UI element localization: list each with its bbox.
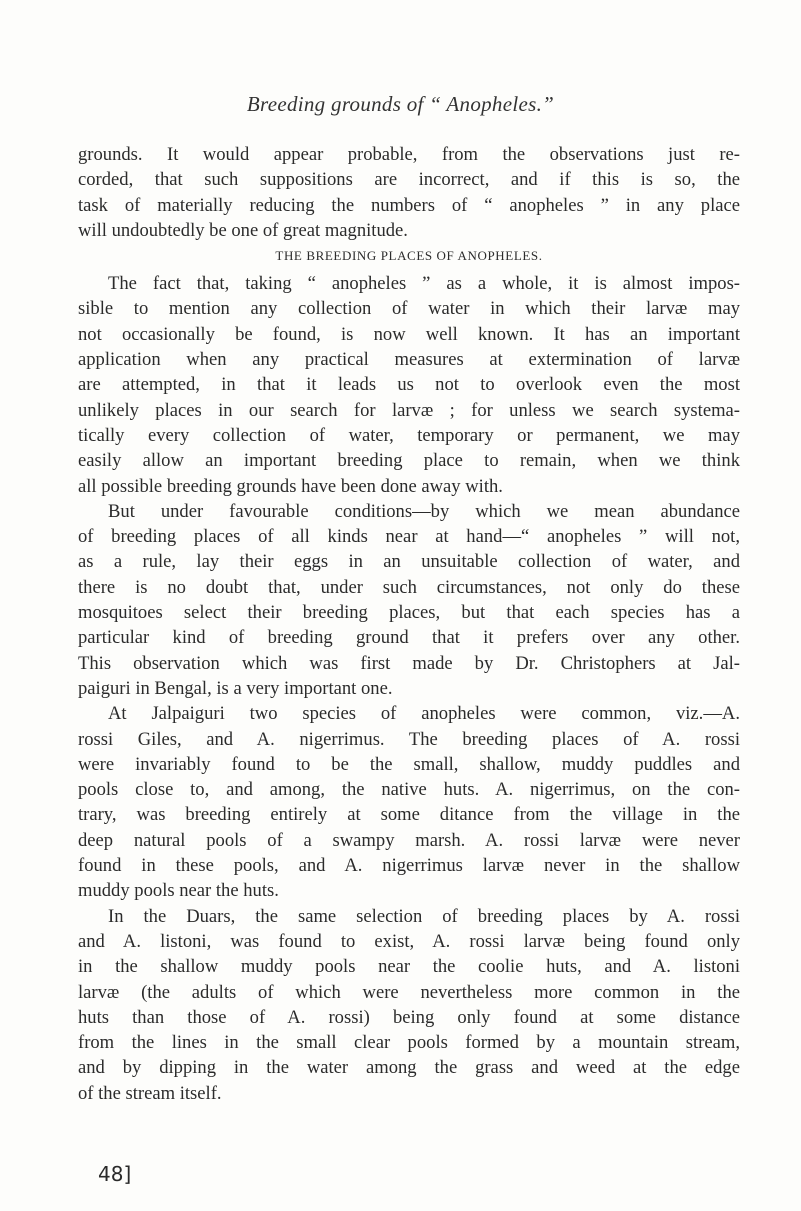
text-line: rossi Giles, and A. nigerrimus. The breeding places of A. rossi xyxy=(78,728,740,750)
text-line: larvæ (the adults of which were nevertheless more common in the xyxy=(78,981,740,1003)
text-line: huts than those of A. rossi) being only found at some distance xyxy=(78,1006,740,1028)
text-line: particular kind of breeding ground that it prefers over any other. xyxy=(78,627,740,649)
text-line: paiguri in Bengal, is a very important one. xyxy=(78,677,393,699)
text-line: trary, was breeding entirely at some ditance from the village in the xyxy=(78,804,740,826)
text-line: and by dipping in the water among the grass and weed at the edge xyxy=(78,1057,740,1079)
text-line: unlikely places in our search for larvæ ; for unless we search systema- xyxy=(78,399,740,421)
text-line: will undoubtedly be one of great magnitude. xyxy=(78,219,408,241)
text-line: and A. listoni, was found to exist, A. rossi larvæ being found only xyxy=(78,930,740,952)
text-line: are attempted, in that it leads us not to overlook even the most xyxy=(78,374,740,396)
text-line: from the lines in the small clear pools formed by a mountain stream, xyxy=(78,1032,740,1054)
body-text xyxy=(78,142,740,1106)
text-line: all possible breeding grounds have been done away with. xyxy=(78,475,503,497)
text-line: were invariably found to be the small, shallow, muddy puddles and xyxy=(78,753,740,775)
page-number: 48] xyxy=(98,1162,132,1186)
text-line: But under favourable conditions—by which we mean abundance xyxy=(108,500,740,522)
text-line: of breeding places of all kinds near at hand—“ anopheles ” will not, xyxy=(78,526,740,548)
text-line: application when any practical measures at extermination of larvæ xyxy=(78,349,740,371)
text-line: muddy pools near the huts. xyxy=(78,880,279,902)
text-line: This observation which was first made by Dr. Christophers at Jal- xyxy=(78,652,740,674)
text-line: tically every collection of water, temporary or permanent, we may xyxy=(78,424,740,446)
text-line: At Jalpaiguri two species of anopheles were common, viz.—A. xyxy=(108,703,740,725)
text-line: grounds. It would appear probable, from the observations just re- xyxy=(78,144,740,165)
text-line: of the stream itself. xyxy=(78,1082,222,1104)
text-line: there is no doubt that, under such circumstances, not only do these xyxy=(78,576,740,598)
text-line: not occasionally be found, is now well known. It has an important xyxy=(78,323,740,345)
text-line: The fact that, taking “ anopheles ” as a whole, it is almost impos- xyxy=(108,273,740,295)
text-line: deep natural pools of a swampy marsh. A. rossi larvæ were never xyxy=(78,829,740,851)
text-line: found in these pools, and A. nigerrimus larvæ never in the shallow xyxy=(78,855,740,877)
text-line: easily allow an important breeding place to remain, when we think xyxy=(78,450,740,472)
text-line: in the shallow muddy pools near the coolie huts, and A. listoni xyxy=(78,956,740,978)
text-line: sible to mention any collection of water in which their larvæ may xyxy=(78,298,740,320)
text-line: pools close to, and among, the native huts. A. nigerrimus, on the con- xyxy=(78,779,740,801)
text-line: In the Duars, the same selection of breeding places by A. rossi xyxy=(108,905,740,927)
text-line: task of materially reducing the numbers of “ anopheles ” in any place xyxy=(78,194,740,216)
text-line: corded, that such suppositions are incorrect, and if this is so, the xyxy=(78,169,740,191)
text-line: as a rule, lay their eggs in an unsuitable collection of water, and xyxy=(78,551,740,573)
section-heading: THE BREEDING PLACES OF ANOPHELES. xyxy=(275,248,543,264)
running-head: Breeding grounds of “ Anopheles.” xyxy=(246,92,555,116)
text-line: mosquitoes select their breeding places, but that each species has a xyxy=(78,602,740,624)
